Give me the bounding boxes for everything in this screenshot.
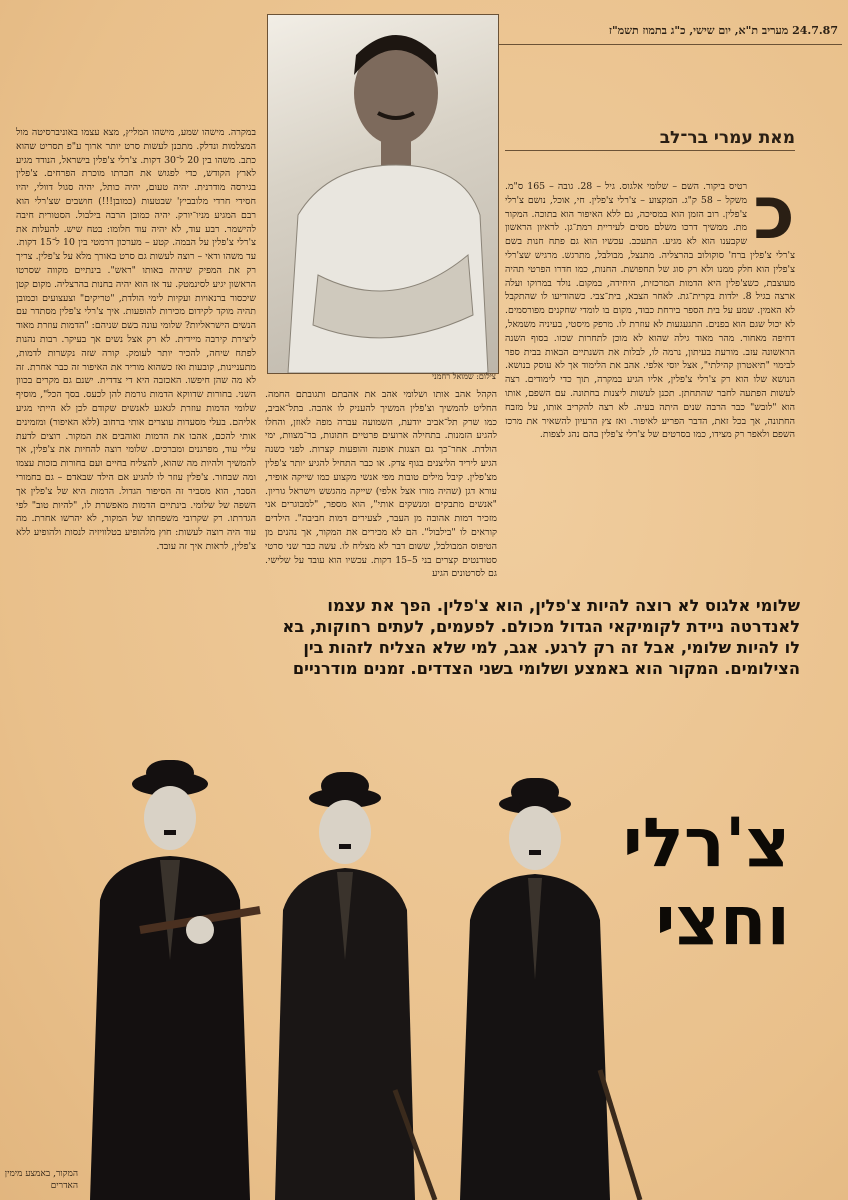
byline: מאת עמרי בר־לב [659, 128, 795, 148]
photo-credit: צילום: שמואל רחמני [432, 372, 496, 381]
headline-line2: וחצי [655, 882, 790, 961]
dropcap: כ [753, 180, 795, 256]
pull-quote: שלומי אלגוס לא רוצה להיות צ'פלין, הוא צ'פלין. הפך את עצמו לאנדרטה ניידת לקומיקאי הגדול מכולם. לפעמים, לעתים רחוקות, בא לו להיות שלומי, אבל זה רק לרגע. אגב, למי שלא הצליח לזהות בין הצילומים. המקור הוא באמצע ושלומי בשני הצדדים. זמנים מודרניים [282, 596, 800, 678]
left-body: במקרה. מישהו שמע, מישהו המליץ, מצא עצמו באוניברסיטה מול המצלמות ונדלק. מתכנן לעשות סרט יותר ארוך ע"פ תסריט שהוא כתב. משהו בין 20 ל־30 דקות. צ'רלי צ'פלין בישראל, הנודד מגיע לארץ הקודש, כדי לפגוש את חברתו מוכרת הפרחים. צ'פלין בגירסה מודרנית. יהיה טעום, יהיה כותל, יהיה סגול דוולי, יהיו חסידי חרדי מלובביץ' שבטעות (כמובן!!!) חושבים שצ'רלי הוא רבם המגיע מניו־יורק. יהיה כמובן הרבה בילבול. הסטורית חיבה להישמר. רבע עוד, לא יהיה עוד חלומו: בטח שיש. להעלות את צ'רלי צ'פלין על הבמה. קטע – מערכון דרמטי בין 10 ל־15 דקות. עד משהו ודאי – רוצה לעשות גם סרט באורך מלא על צ'פלין. צריך רק את המפיק שיהיה באותו "ראש". בינתיים מקווה שסרטו הראשון יגיע לסינמטק. עד אז הוא יהיה בחנות בהרצליה. מקום קטן שיכסור ברנאויות ועקיות לימי הולדת, "טריקים" וצעצועים וכמובן תהיה מוקד לקידום מכירות להופעות. איך צ'רלי צ'פלין מסתדר עם הנשים הישראליות? שלומי עונה בשם שניהם: "הדמות עוזרת מאוד ליצירת קירבה מיידית. לא רק אצל נשים אך בעיקר. רבות נהנות לפתח שיחה, להכיר יותר לעומק. קורה שזה נקשרות לדמות, מתעניינות, קובעות ואז כשהוא מוריד את האיפור זה כבר אחרת. זה לא מה שהן חיפשו. האכזבה היא די צדדית. ישנם גם מקרים בכוון השני. בחורות שדווקא הדמות גורמת להן לכעס. בסך הכל", מוסיף שלומי הדמות עוזרת לגאגע לאנשים שקודם לכן לא הייתי מגיע אליהם. בעלי מסעדות עוצרים אותי ברחוב (ללא האיפור) ומזמינים אותי להכם, אהבו את הדמות ואוהבים את המקור. רוצים לדעת עליי עוד, מפרגנים ומברכים. שלומי רוצה להחיות את צ'פלין, אך להמשיך ולהיות מה שהוא, להצליח בחיים ועם בחורות בזכות עצמו ומה שבחור. צ'פלין עוזר לו להגיע אם הילד שבאדם – גם בחמורי הסבר, הוא מסביר זה הסיפור הגדול. הדמות היא של צ'פלין אך השפה של שלומי. בינתיים הדמות מאפשרת לו, "להיות טוב" לפי הגדרתו. רק שקרובי משפחתו של המקור, לא יהרשו אחרת. מה עוד היה רוצה לעשות: חוץ מלהופיע בטלוויזיה לנסות ולהופיע ללא צ'פלין, לראות איך זה עובד. [16, 127, 256, 552]
portrait-illustration [268, 15, 498, 373]
byline-rule [505, 150, 795, 151]
middle-body: הקהל אהב אותו ושלומי אהב את אהבתם ותגובתם החמה. החליט להמשיך וצ'פלין המשיך להעניק לו אהבה. בתל־אביב, כמו שרק תל־אביב יודעת, השמועה עברה מפה לאוזן, והחלו להגיע הזמנות. בתחילה ארועים פרטיים חתונות, בר־מצוות, ימי הולדת. אחר־כך גם הצגות אופנה והופעות קצרות. לפני כשנה הגיע ליריד הליצנים בגוף צדק. או כבר התחיל להגיע יותר צ'פלין מצ'פלין. קיבל מילים טובות מפי אנשי מקצוע כמו שייקה אופיר, עורא דגן (שהיה מורו אצל אלפי) שייקה מהגשש וישראל גוריון. "אנשים מתבקים ומנשקים אותי", הוא מספר, "למבוגרים אני מזכיר דמות אהובה מן העבר, לצעירים דמות חביבה". הילדים קוראים לו "בילבול". הם לא מכירים את המקור, אך נהנים מן הטיפוס המבולבל, ששום דבר לא מצליח לו. עשה כבר שני סרטי סטודנטים קצרים בני 5–15 דקות. עכשיו הוא עובד על שלישי. גם לסרטונים הגיע [265, 389, 497, 580]
masthead-rule [498, 44, 842, 45]
photo-caption: המקור, באמצע מימין האדרים [4, 1169, 78, 1191]
portrait-photo [267, 14, 499, 374]
chaplin-figure-left [70, 760, 270, 1200]
middle-column [265, 388, 497, 588]
masthead: 24.7.87 מעריב ת"א, יום שישי, כ"ג בתמוז תשמ"ז [608, 24, 838, 37]
intro-body: רטיס ביקור. השם – שלומי אלגוס. גיל – 28. גובה – 165 ס"מ. משקל – 58 ק"ג. המקצוע – צ'רלי צ'פלין. חי, אוכל, נושם צ'רלי צ'פלין. רוב הזמן הוא במסיכה, גם ללא האיפור הוא בתוכה. המקור מת. ממשיך דרכו משלם מסים לעיריית רמת־גן. לראיון הראשון שקבענו הוא לא מגיע. התעכב. עכשיו הוא גם פתח חנות בשם צ'רלי צ'פלין ברח' סוקולוב בהרצליה. מתנצל, מבולבל, מתרגש. מרגיש שצ'רלי צ'פלין הוא חלק ממנו ולא רק סוג של תחפושת. החנות, כמו חדרו הפרטי תהיה מעוצבת, כשצ'פלין היא הדמות המרכזית, היחידה, במקום. נולד במרוקו ועלה ארצה בגיל 8. ילדות בקרית־גת. לאחר הצבא, בית־צבי. כשהודיעו לו שהתקבל לא האמין. שמע על בית הספר בירחת כבוד, מקום בו לומדי שחקנים מפורסמים. לא יכול שגם הוא בפנים. התגעגעות לא עוזרת לו. מרפק מיסטי, בעיניה משמאל, דחיפה מאחור. מהר מאוד גילה שהוא לא מוכן לתחרות שכזו. בסוף השנה הראשונה עזב. מורעת בעיתון, נרמה לו, לבלות את השנתיים הבאות בבית ספר לבימוי "תיאטרון קהילתי", אצל יוסי אלפי. אהב את הלימוד אך לא עוסק בנושא. הנושא שלו הוא רק צ'רלי צ'פלין, אליו הגיע במקרה, תוך כדי לימודים. רצה לעשות הפתעה לחבר שהתחתן. תכנן לעשות ליצנות בחתונה. עם השפם, אותו הוא "לובש" כבר הרבה שנים היתה בעיה. לא רצה להקריב אותו, על מזבח החתונה, אך בכל זאת, הדבר הפריע לאיפור. ואז צץ הרעיון להשאיר את מרכז השפם ולאפר רק מצידו, כמו בסרטים של צ'רלי צ'פלין בהם נהג לצפות. [505, 181, 795, 441]
chaplin-figure-middle [265, 760, 445, 1200]
intro-column [505, 180, 795, 580]
headline-line1: צ'רלי [622, 804, 790, 883]
left-column [16, 126, 256, 751]
chaplin-figure-right [450, 770, 650, 1200]
